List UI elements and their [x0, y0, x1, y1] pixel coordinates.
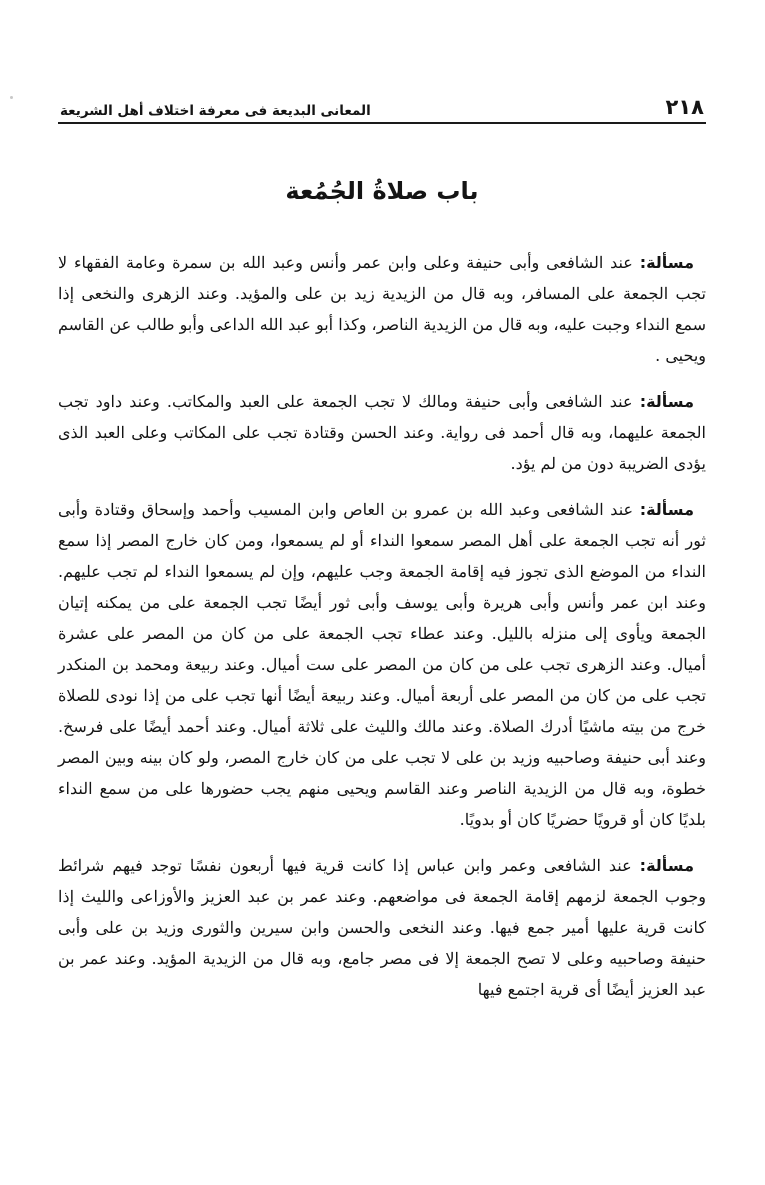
issue-text: عند الشافعى وأبى حنيفة ومالك لا تجب الجمعة على العبد والمكاتب. وعند داود تجب الجمعة عليهما، وبه قال أحمد فى رواية. وعند الحسن وقتادة تجب على المكاتب وعلى العبد الذى يؤدى الضريبة دون من لم يؤد.: [58, 392, 706, 474]
margin-mark: [10, 96, 13, 99]
issue-paragraph: [58, 247, 706, 371]
issue-label: مسألة:: [639, 253, 694, 273]
issue-text: عند الشافعى وعبد الله بن عمرو بن العاص وابن المسيب وأحمد وإسحاق وقتادة وأبى ثور أنه تجب الجمعة على أهل المصر سمعوا النداء أو لم يسمعوا، ومن كان خارج المصر إذا سمع النداء من الموضع الذى تجوز فيه إقامة الجمعة وجب عليهم، وإن لم يسمعوا النداء لم تجب عليهم. وعند ابن عمر وأنس وأبى هريرة وأبى يوسف وأبى ثور أيضًا تجب الجمعة على من يمكنه إتيان الجمعة ويأوى إلى منزله بالليل. وعند عطاء تجب الجمعة على من كان من المصر على عشرة أميال. وعند الزهرى تجب على من كان من المصر على ست أميال. وعند ربيعة ومحمد بن المنكدر تجب على من كان من المصر على أربعة أميال. وعند ربيعة أيضًا أنها تجب على من إذا نودى للصلاة خرج من بيته ماشيًا أدرك الصلاة. وعند مالك والليث على ثلاثة أميال. وعند أحمد أيضًا على فرسخ. وعند أبى حنيفة وصاحبيه وزيد بن على لا تجب على من كان خارج المصر، ولو كان بينه وبين المصر خطوة، وبه قال من الزيدية الناصر وعند القاسم ويحيى منهم يجب حضورها على من سمع النداء بلديًا كان أو قرويًا حضريًا كان أو بدويًا.: [58, 500, 707, 830]
issue-label: مسألة:: [639, 392, 694, 412]
running-header: [58, 82, 706, 124]
issue-paragraph: [58, 386, 706, 479]
page-number: ٢١٨: [665, 95, 704, 119]
issue-paragraph: [58, 494, 706, 835]
book-title: المعانى البديعة فى معرفة اختلاف أهل الشريعة: [60, 102, 371, 119]
issue-label: مسألة:: [639, 500, 694, 520]
issue-paragraph: [58, 850, 706, 1005]
issue-text: عند الشافعى وأبى حنيفة وعلى وابن عمر وأنس وعبد الله بن سمرة وعامة الفقهاء لا تجب الجمعة على المسافر، وبه قال من الزيدية زيد بن على والمؤيد. وعند الزهرى والنخعى إذا سمع النداء وجبت عليه، وبه قال من الزيدية الناصر، وكذا أبو عبد الله الداعى وأبو طالب عن القاسم ويحيى .: [58, 253, 707, 366]
chapter-title: باب صلاةُ الجُمُعة: [285, 177, 479, 205]
issue-text: عند الشافعى وعمر وابن عباس إذا كانت قرية فيها أربعون نفسًا توجد فيهم شرائط وجوب الجمعة لزمهم إقامة الجمعة فى مواضعهم. وعند عمر بن عبد العزيز والأوزاعى والليث إذا كانت قرية عليها أمير جمع فيها. وعند النخعى والحسن وابن سيرين والثورى وزيد بن على وأبى حنيفة وصاحبيه وعلى لا تصح الجمعة إلا فى مصر جامع، وبه قال من الزيدية المؤيد. وعند عمر بن عبد العزيز أيضًا أى قرية اجتمع فيها: [58, 856, 706, 1000]
issue-label: مسألة:: [639, 856, 694, 876]
book-page: [58, 82, 706, 1020]
